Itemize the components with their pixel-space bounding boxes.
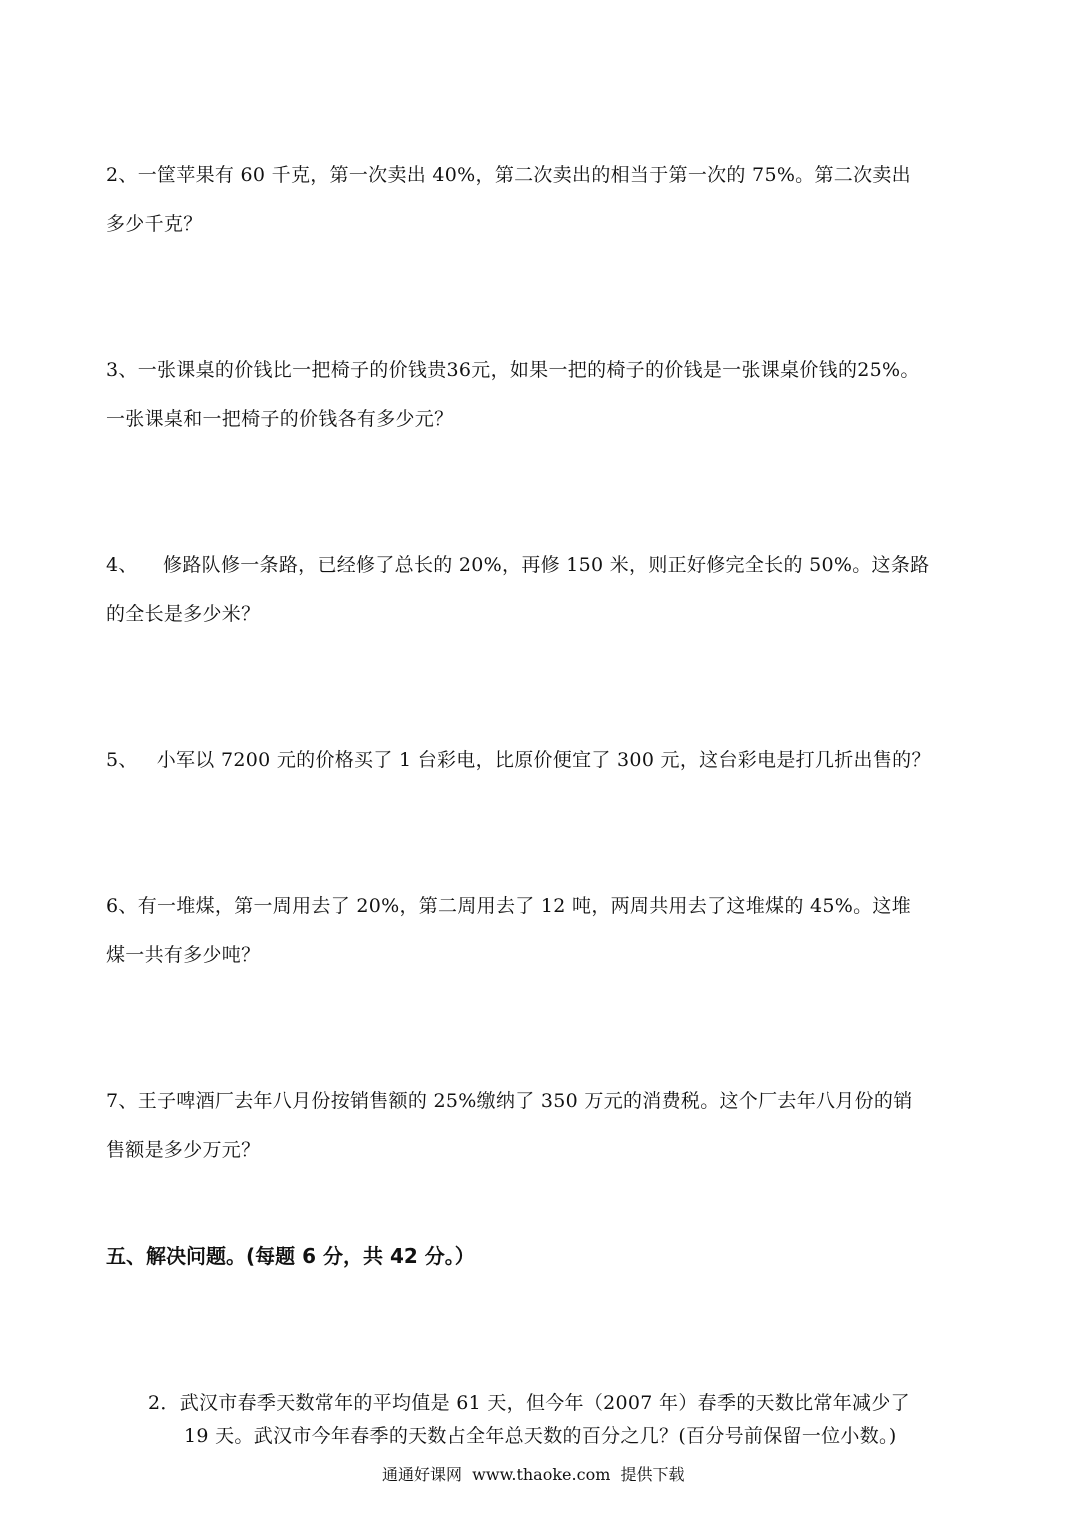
- problem-2-line-2: 多少千克？: [106, 213, 203, 235]
- page-footer: 通通好课网 www.thaoke.com 提供下载: [382, 1465, 685, 1484]
- problem-3-line-1: 3、一张课桌的价钱比一把椅子的价钱贵36元，如果一把的椅子的价钱是一张课桌价钱的25%。: [106, 359, 920, 381]
- problem-6-line-2: 煤一共有多少吨？: [106, 944, 261, 966]
- problem-2-line-1: 2、一筐苹果有 60 千克，第一次卖出 40%，第二次卖出的相当于第一次的 75%。第二次卖出: [106, 164, 911, 186]
- problem-7-line-1: 7、王子啤酒厂去年八月份按销售额的 25%缴纳了 350 万元的消费税。这个厂去年八月份的销: [106, 1090, 913, 1112]
- problem-7-line-2: 售额是多少万元？: [106, 1139, 261, 1161]
- problem-4-line-2: 的全长是多少米？: [106, 603, 261, 625]
- section-heading: 五、解决问题。(每题 6 分，共 42 分。）: [106, 1244, 475, 1268]
- section-problem-line-1: 2．武汉市春季天数常年的平均值是 61 天，但今年（2007 年）春季的天数比常年减少了: [148, 1392, 910, 1414]
- problem-5-line-1: 5、 小军以 7200 元的价格买了 1 台彩电，比原价便宜了 300 元，这台彩电是打几折出售的？: [106, 749, 931, 771]
- problem-4-line-1: 4、 修路队修一条路，已经修了总长的 20%，再修 150 米，则正好修完全长的 50%。这条路: [106, 554, 930, 576]
- section-problem-line-2: 19 天。武汉市今年春季的天数占全年总天数的百分之几？(百分号前保留一位小数。): [184, 1425, 897, 1447]
- problem-3-line-2: 一张课桌和一把椅子的价钱各有多少元？: [106, 408, 454, 430]
- problem-6-line-1: 6、有一堆煤，第一周用去了 20%，第二周用去了 12 吨，两周共用去了这堆煤的 45%。这堆: [106, 895, 911, 917]
